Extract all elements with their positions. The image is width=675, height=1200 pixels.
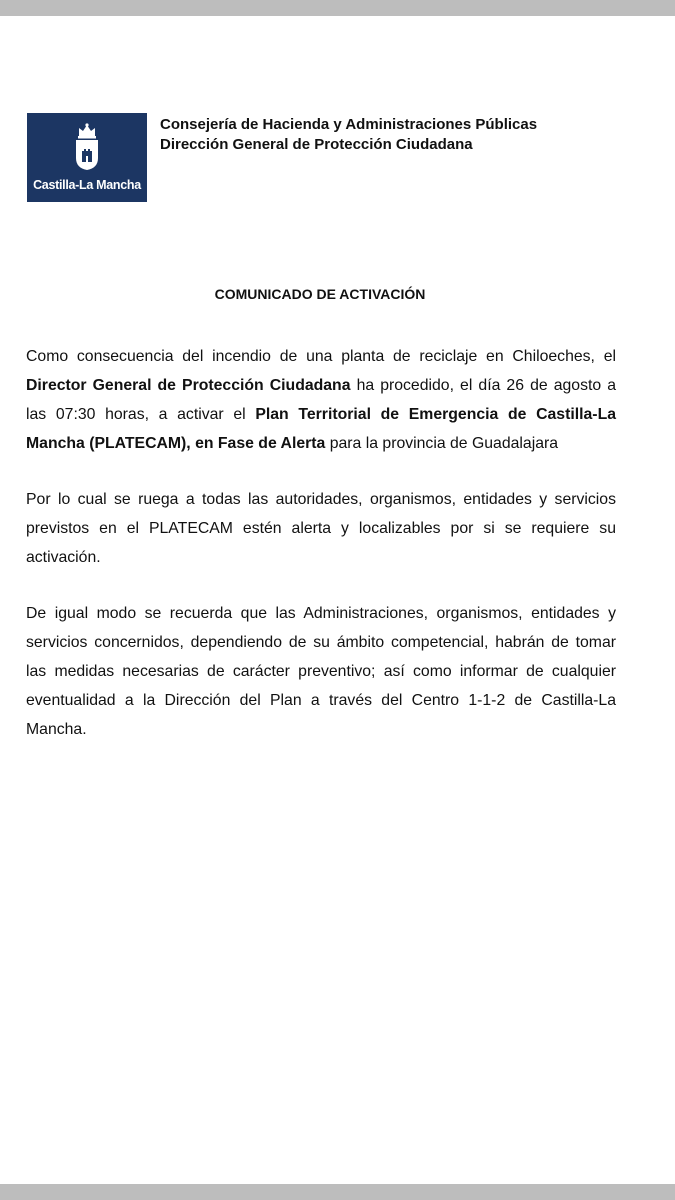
header bbox=[160, 115, 537, 155]
castle-crown-icon bbox=[71, 122, 103, 172]
document-title: COMUNICADO DE ACTIVACIÓN bbox=[214, 286, 426, 302]
paragraph1-text2: ha procedido, el día 26 de agosto a las 07:30 horas, a activar el bbox=[26, 377, 616, 423]
castilla-la-mancha-logo bbox=[27, 113, 147, 202]
header-directorate: Dirección General de Protección Ciudadana bbox=[160, 136, 473, 153]
paragraph1-text3: para la provincia de Guadalajara bbox=[325, 435, 559, 452]
header-department: Consejería de Hacienda y Administraciones Públicas bbox=[160, 116, 538, 133]
logo-text: Castilla-La Mancha bbox=[33, 178, 141, 192]
paragraph-activation bbox=[26, 342, 616, 458]
top-border bbox=[0, 0, 675, 16]
paragraph1-director: Director General de Protección Ciudadana bbox=[26, 377, 351, 394]
bottom-border bbox=[0, 1184, 675, 1200]
paragraph1-plan: Plan Territorial de Emergencia de Castilla-La Mancha (PLATECAM), en Fase de Alerta bbox=[26, 406, 617, 452]
paragraph-request: Por lo cual se ruega a todas las autoridades, organismos, entidades y servicios previstos en el PLATECAM estén alerta y localizables por si se requiere su activación. bbox=[26, 491, 616, 566]
paragraph1-text1: Como consecuencia del incendio de una planta de reciclaje en Chiloeches, el bbox=[26, 348, 616, 365]
paragraph-reminder: De igual modo se recuerda que las Administraciones, organismos, entidades y servicios concernidos, dependiendo de su ámbito competencial, habrán de tomar las medidas necesarias de carácter preventivo; así como informar de cualquier eventualidad a la Dirección del Plan a través del Centro 1-1-2 de Castilla-La Mancha. bbox=[26, 605, 616, 738]
